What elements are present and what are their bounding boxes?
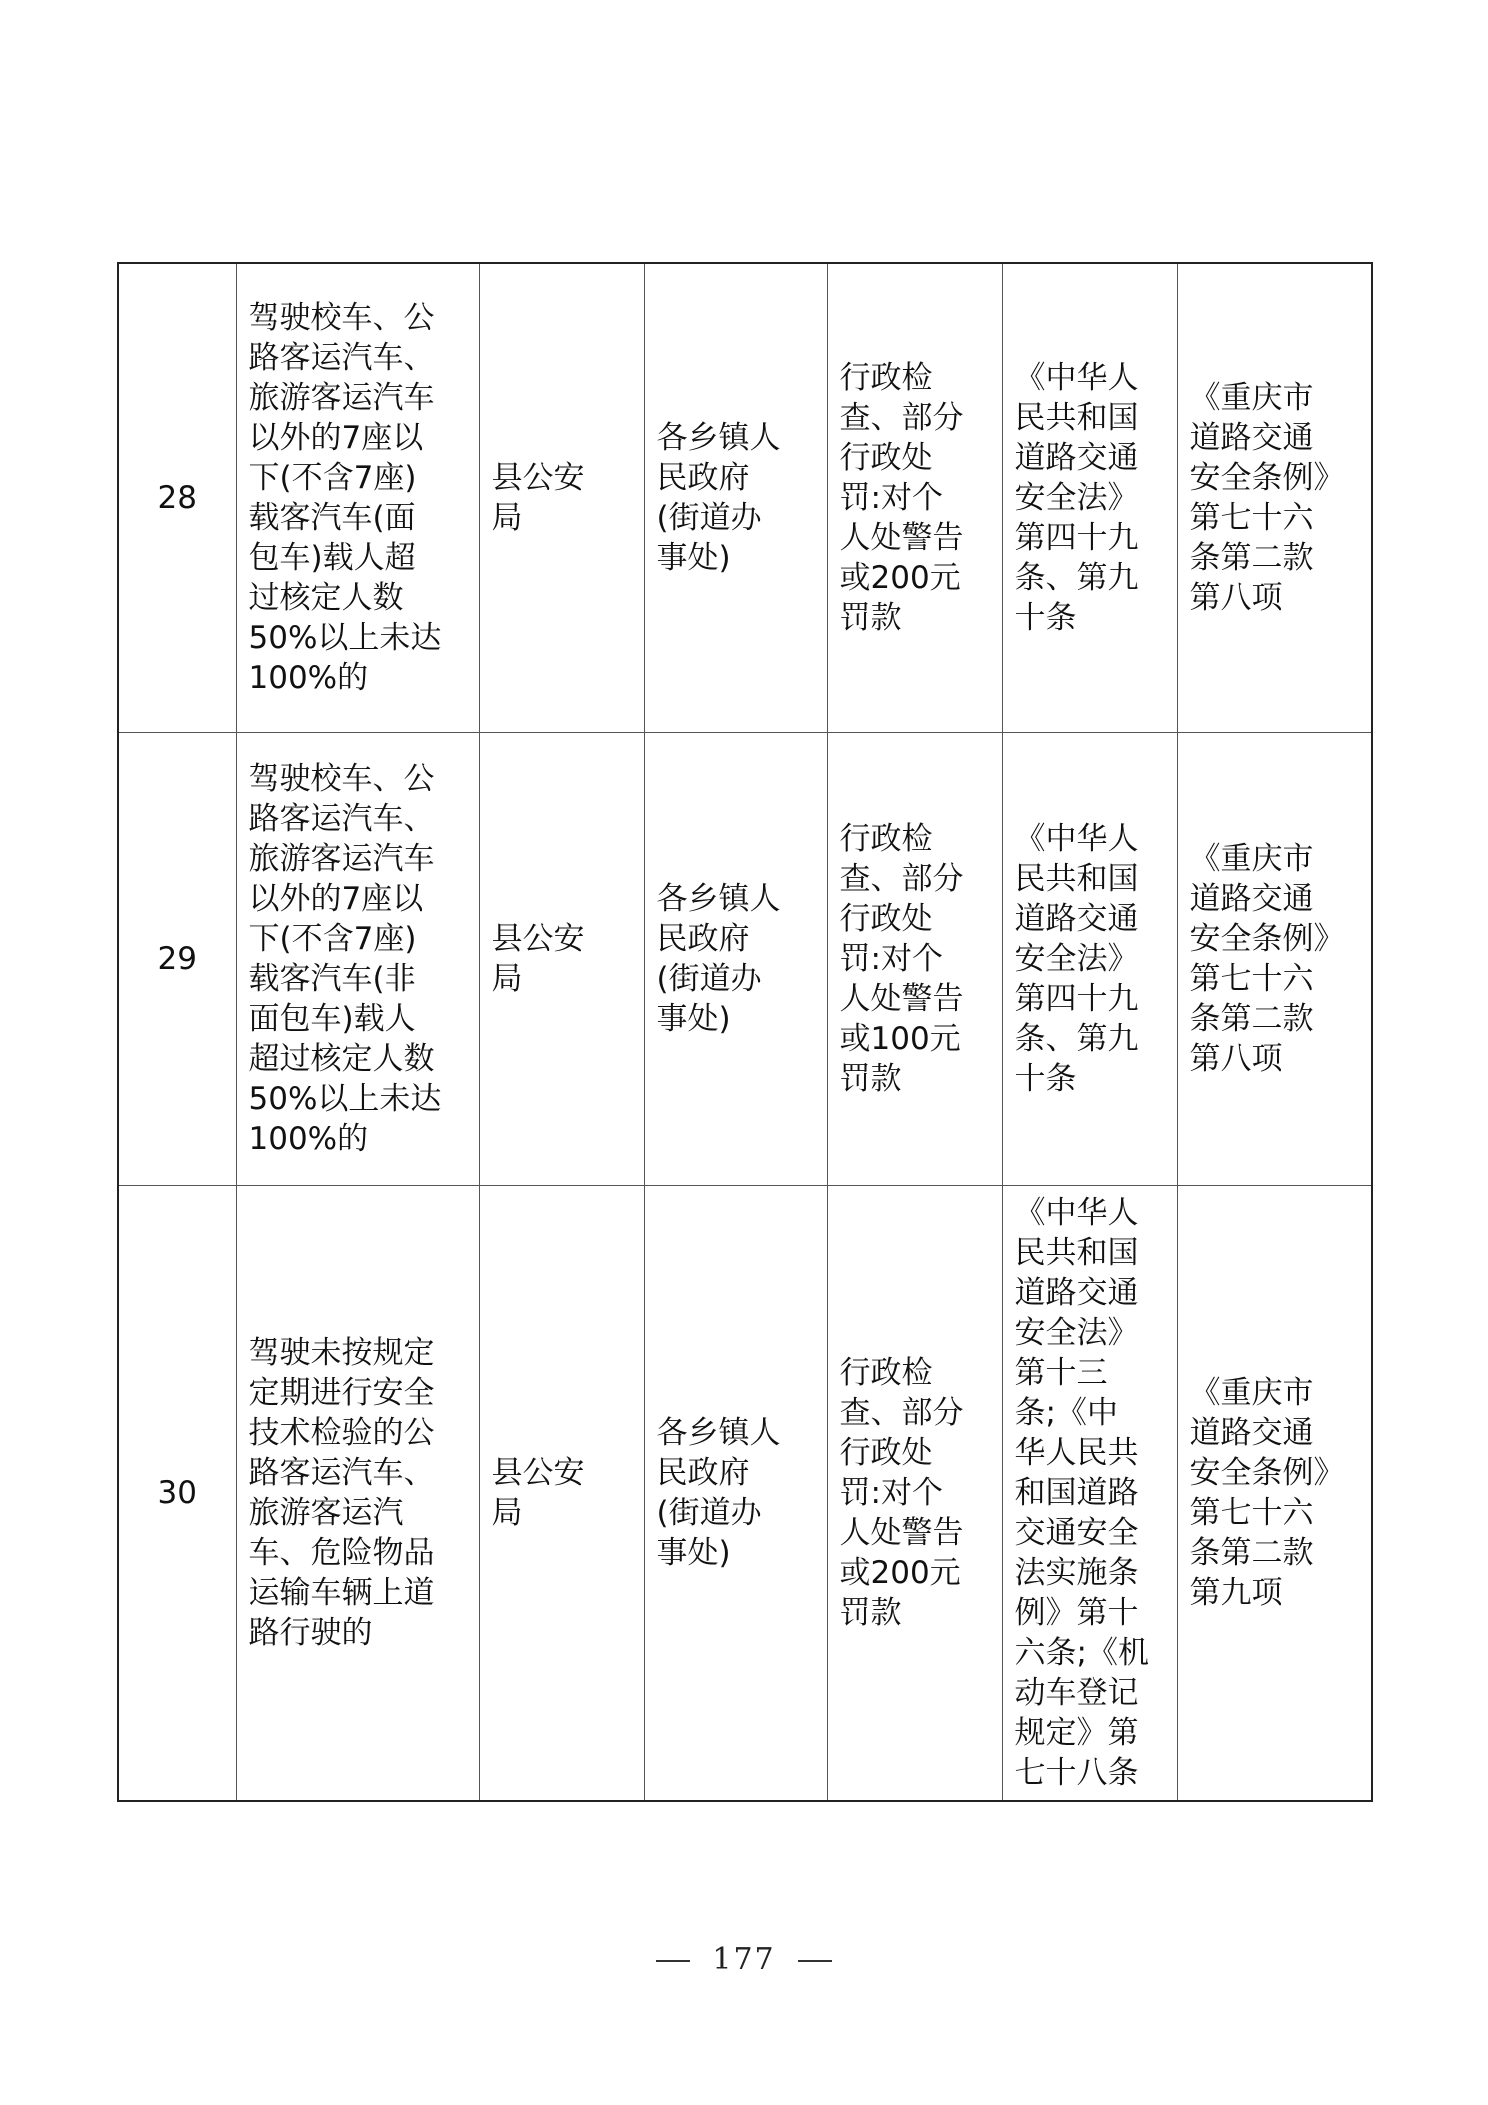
law-basis-cell: 《中华人 民共和国 道路交通 安全法》 第四十九 条、第九 十条 — [1002, 733, 1177, 1186]
row-number: 28 — [118, 263, 236, 733]
authority-cell: 县公安 局 — [479, 733, 644, 1186]
implementer-cell: 各乡镇人 民政府 (街道办 事处) — [644, 1186, 827, 1802]
footer-dash-left — [656, 1960, 690, 1962]
regulation-basis-cell: 《重庆市 道路交通 安全条例》 第七十六 条第二款 第八项 — [1177, 263, 1372, 733]
power-type-cell: 行政检 查、部分 行政处 罚:对个 人处警告 或100元 罚款 — [827, 733, 1002, 1186]
authority-cell: 县公安 局 — [479, 263, 644, 733]
table-row — [118, 733, 1372, 1186]
matter-description: 驾驶校车、公 路客运汽车、 旅游客运汽车 以外的7座以 下(不含7座) 载客汽车(非 面包车)载人 超过核定人数 50%以上未达 100%的 — [236, 733, 479, 1186]
row-number: 29 — [118, 733, 236, 1186]
power-type-cell: 行政检 查、部分 行政处 罚:对个 人处警告 或200元 罚款 — [827, 1186, 1002, 1802]
table-row — [118, 1186, 1372, 1802]
row-number: 30 — [118, 1186, 236, 1802]
enforcement-items-table — [117, 262, 1373, 1802]
power-type-cell: 行政检 查、部分 行政处 罚:对个 人处警告 或200元 罚款 — [827, 263, 1002, 733]
page-footer — [0, 1942, 1488, 1977]
footer-dash-right — [798, 1960, 832, 1962]
implementer-cell: 各乡镇人 民政府 (街道办 事处) — [644, 733, 827, 1186]
page-number: 177 — [712, 1942, 776, 1977]
matter-description: 驾驶未按规定 定期进行安全 技术检验的公 路客运汽车、 旅游客运汽 车、危险物品 运输车辆上道 路行驶的 — [236, 1186, 479, 1802]
regulation-basis-cell: 《重庆市 道路交通 安全条例》 第七十六 条第二款 第八项 — [1177, 733, 1372, 1186]
implementer-cell: 各乡镇人 民政府 (街道办 事处) — [644, 263, 827, 733]
document-table-container — [117, 262, 1371, 1802]
matter-description: 驾驶校车、公 路客运汽车、 旅游客运汽车 以外的7座以 下(不含7座) 载客汽车(面 包车)载人超 过核定人数 50%以上未达 100%的 — [236, 263, 479, 733]
law-basis-cell: 《中华人 民共和国 道路交通 安全法》 第四十九 条、第九 十条 — [1002, 263, 1177, 733]
regulation-basis-cell: 《重庆市 道路交通 安全条例》 第七十六 条第二款 第九项 — [1177, 1186, 1372, 1802]
law-basis-cell: 《中华人 民共和国 道路交通 安全法》 第十三 条;《中 华人民共 和国道路 交通安全 法实施条 例》第十 六条;《机 动车登记 规定》第 七十八条 — [1002, 1186, 1177, 1802]
table-row — [118, 263, 1372, 733]
authority-cell: 县公安 局 — [479, 1186, 644, 1802]
